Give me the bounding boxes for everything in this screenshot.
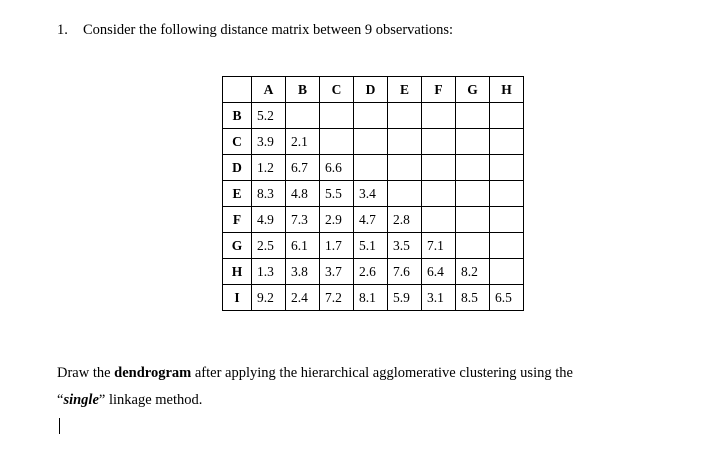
distance-cell: 3.4: [354, 181, 388, 207]
distance-cell: 2.4: [286, 285, 320, 311]
column-header-d: D: [354, 77, 388, 103]
distance-cell: 4.9: [252, 207, 286, 233]
distance-cell: [456, 103, 490, 129]
distance-cell: [354, 103, 388, 129]
distance-cell: [456, 155, 490, 181]
distance-cell: 5.1: [354, 233, 388, 259]
distance-cell: [490, 155, 524, 181]
row-header-e: E: [223, 181, 252, 207]
instruction-bold-term: dendrogram: [114, 365, 192, 381]
distance-cell: 5.2: [252, 103, 286, 129]
close-quote: ”: [98, 392, 106, 408]
distance-cell: 8.2: [456, 259, 490, 285]
distance-cell: 7.2: [320, 285, 354, 311]
distance-cell: 7.6: [388, 259, 422, 285]
matrix-header-row: [223, 77, 524, 103]
instruction-line-2: [57, 387, 573, 414]
distance-cell: 6.1: [286, 233, 320, 259]
distance-cell: 2.5: [252, 233, 286, 259]
instruction-text-3: linkage method.: [105, 392, 203, 408]
column-header-e: E: [388, 77, 422, 103]
matrix-row-b: [223, 103, 524, 129]
question-number: 1.: [57, 22, 68, 38]
distance-cell: 2.8: [388, 207, 422, 233]
distance-cell: [490, 259, 524, 285]
matrix-corner-cell: [223, 77, 252, 103]
distance-cell: 2.6: [354, 259, 388, 285]
instruction-text-1: Draw the: [57, 365, 115, 381]
distance-cell: 4.7: [354, 207, 388, 233]
matrix-row-d: [223, 155, 524, 181]
distance-cell: [456, 181, 490, 207]
distance-cell: 3.9: [252, 129, 286, 155]
row-header-h: H: [223, 259, 252, 285]
distance-cell: 6.4: [422, 259, 456, 285]
distance-cell: [388, 155, 422, 181]
distance-cell: [320, 103, 354, 129]
instruction-paragraph: [57, 360, 573, 414]
distance-cell: 5.5: [320, 181, 354, 207]
distance-cell: 1.7: [320, 233, 354, 259]
matrix-row-f: [223, 207, 524, 233]
distance-cell: [456, 129, 490, 155]
distance-cell: 3.8: [286, 259, 320, 285]
distance-cell: [388, 181, 422, 207]
text-cursor[interactable]: [59, 418, 60, 434]
question-text: Consider the following distance matrix between 9 observations:: [83, 22, 454, 38]
distance-cell: [490, 129, 524, 155]
column-header-h: H: [490, 77, 524, 103]
distance-cell: 2.9: [320, 207, 354, 233]
distance-cell: [388, 129, 422, 155]
distance-cell: 3.7: [320, 259, 354, 285]
column-header-b: B: [286, 77, 320, 103]
distance-cell: [490, 181, 524, 207]
matrix-row-i: [223, 285, 524, 311]
instruction-method-term: single: [63, 392, 99, 408]
distance-cell: 2.1: [286, 129, 320, 155]
distance-cell: [320, 129, 354, 155]
row-header-d: D: [223, 155, 252, 181]
matrix-body: [223, 103, 524, 311]
matrix-row-g: [223, 233, 524, 259]
distance-cell: [456, 233, 490, 259]
distance-cell: [286, 103, 320, 129]
distance-cell: 7.1: [422, 233, 456, 259]
distance-cell: [422, 155, 456, 181]
distance-cell: [490, 103, 524, 129]
distance-cell: 1.2: [252, 155, 286, 181]
row-header-i: I: [223, 285, 252, 311]
open-quote: “: [57, 392, 64, 408]
distance-cell: [354, 129, 388, 155]
matrix-row-c: [223, 129, 524, 155]
distance-cell: 5.9: [388, 285, 422, 311]
distance-cell: [422, 207, 456, 233]
distance-cell: 8.5: [456, 285, 490, 311]
distance-cell: [422, 129, 456, 155]
distance-cell: 8.3: [252, 181, 286, 207]
distance-cell: [456, 207, 490, 233]
distance-cell: 8.1: [354, 285, 388, 311]
matrix-row-h: [223, 259, 524, 285]
distance-cell: 1.3: [252, 259, 286, 285]
row-header-b: B: [223, 103, 252, 129]
distance-cell: [422, 181, 456, 207]
distance-cell: 6.5: [490, 285, 524, 311]
row-header-c: C: [223, 129, 252, 155]
distance-cell: [354, 155, 388, 181]
row-header-f: F: [223, 207, 252, 233]
distance-cell: 9.2: [252, 285, 286, 311]
distance-cell: 3.1: [422, 285, 456, 311]
distance-cell: 6.6: [320, 155, 354, 181]
distance-cell: 4.8: [286, 181, 320, 207]
distance-cell: 7.3: [286, 207, 320, 233]
distance-cell: 3.5: [388, 233, 422, 259]
column-header-a: A: [252, 77, 286, 103]
row-header-g: G: [223, 233, 252, 259]
column-header-f: F: [422, 77, 456, 103]
distance-cell: [388, 103, 422, 129]
instruction-line-1: [57, 360, 573, 387]
column-header-g: G: [456, 77, 490, 103]
instruction-text-2: after applying the hierarchical agglomerative clustering using the: [191, 365, 573, 381]
distance-cell: [490, 207, 524, 233]
matrix-row-e: [223, 181, 524, 207]
distance-cell: 6.7: [286, 155, 320, 181]
distance-matrix-table: [222, 76, 524, 311]
column-header-c: C: [320, 77, 354, 103]
distance-cell: [490, 233, 524, 259]
question-line: [57, 21, 453, 39]
distance-cell: [422, 103, 456, 129]
